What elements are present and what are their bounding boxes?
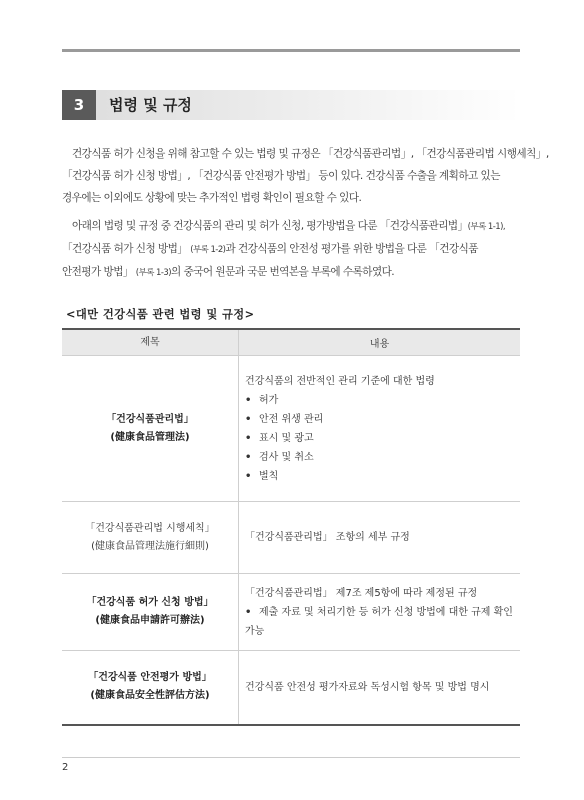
title-korean: 「건강식품관리법 시행세칙」 — [85, 522, 215, 534]
appendix-reference: (부록 1-3) — [135, 268, 172, 278]
title-chinese: (健康食品申請許可辦法) — [95, 615, 205, 626]
bottom-rule — [62, 757, 520, 758]
bullet-text: 제출 자료 및 처리기한 등 허가 신청 방법에 대한 규제 확인 가능 — [245, 606, 513, 637]
row-content — [239, 502, 521, 574]
paragraph-line: 「건강식품 허가 신청 방법」, 「건강식품 안전평가 방법」 등이 있다. 건강식품 수출을 계획하고 있는 — [62, 170, 500, 182]
bullet-item — [245, 467, 519, 486]
paragraph-text: 의 중국어 원문과 국문 번역본을 부록에 수록하였다. — [171, 266, 395, 278]
paragraph-line — [62, 238, 528, 261]
paragraph-line — [62, 215, 528, 238]
table-row — [62, 574, 520, 651]
content-text: 「건강식품관리법」 조항의 세부 규정 — [245, 532, 410, 543]
bullet-item — [245, 448, 519, 467]
paragraph-text: 「건강식품 허가 신청 방법」 — [62, 243, 188, 255]
bullet-symbol: • — [245, 470, 252, 482]
intro-paragraph-2 — [62, 215, 528, 284]
bullet-symbol: • — [245, 413, 252, 425]
table-caption: <대만 건강식품 관련 법령 및 규정> — [66, 308, 255, 321]
content-text: 건강식품 안전성 평가자료와 독성시험 항목 및 방법 명시 — [245, 681, 490, 693]
bullet-symbol: • — [245, 394, 252, 406]
bullet-item — [245, 410, 519, 429]
bullet-item — [245, 429, 519, 448]
paragraph-text: 과 건강식품의 안전성 평가를 위한 방법을 다룬 「건강식품 — [225, 243, 478, 255]
section-header — [62, 90, 520, 120]
row-title — [62, 356, 239, 502]
intro-paragraph-1 — [62, 143, 549, 209]
bullet-text: 표시 및 광고 — [259, 432, 314, 444]
bullet-text: 허가 — [259, 394, 279, 406]
content-text: 「건강식품관리법」 제7조 제5항에 따라 제정된 규정 — [245, 587, 478, 599]
regulations-table — [62, 328, 520, 726]
page-number: 2 — [62, 762, 69, 773]
bullet-symbol: • — [245, 432, 252, 444]
title-korean: 「건강식품관리법」 — [106, 413, 194, 425]
appendix-reference: (부록 1-1), — [467, 222, 506, 232]
row-title — [62, 651, 239, 725]
title-korean: 「건강식품 허가 신청 방법」 — [86, 597, 214, 608]
header-content: 내용 — [239, 329, 521, 356]
paragraph-line — [62, 261, 528, 284]
bullet-item — [245, 391, 519, 410]
row-content — [239, 574, 521, 651]
title-chinese: (健康食品管理法) — [110, 431, 190, 443]
row-content — [239, 651, 521, 725]
row-title — [62, 502, 239, 574]
top-rule — [62, 49, 520, 52]
appendix-reference: (부록 1-2) — [190, 245, 226, 255]
bullet-text: 벌칙 — [259, 470, 279, 482]
paragraph-text: 아래의 법령 및 규정 중 건강식품의 관리 및 허가 신청, 평가방법을 다룬 「건강식품관리법」 — [72, 220, 468, 232]
bullet-text: 안전 위생 관리 — [259, 413, 324, 425]
row-content — [239, 356, 521, 502]
content-text: 건강식품의 전반적인 관리 기준에 대한 법령 — [245, 375, 435, 387]
title-chinese: (健康食品安全性評估方法) — [90, 690, 210, 702]
bullet-text: 검사 및 취소 — [259, 451, 314, 463]
bullet-symbol: • — [245, 451, 252, 463]
row-title — [62, 574, 239, 651]
table-row — [62, 356, 520, 502]
title-korean: 「건강식품 안전평가 방법」 — [88, 672, 212, 684]
bullet-item — [245, 603, 519, 641]
bullet-symbol: • — [245, 606, 252, 618]
table-row — [62, 502, 520, 574]
section-number: 3 — [62, 90, 96, 120]
section-title: 법령 및 규정 — [109, 96, 192, 114]
header-title: 제목 — [62, 329, 239, 356]
paragraph-text: 안전평가 방법」 — [62, 266, 133, 278]
table-row — [62, 651, 520, 725]
table-header-row — [62, 329, 520, 356]
title-chinese: (健康食品管理法施行細則) — [91, 540, 209, 552]
paragraph-line: 건강식품 허가 신청을 위해 참고할 수 있는 법령 및 규정은 「건강식품관리법」, 「건강식품관리법 시행세칙」, — [72, 148, 549, 160]
paragraph-line: 경우에는 이외에도 상황에 맞는 추가적인 법령 확인이 필요할 수 있다. — [62, 192, 362, 204]
